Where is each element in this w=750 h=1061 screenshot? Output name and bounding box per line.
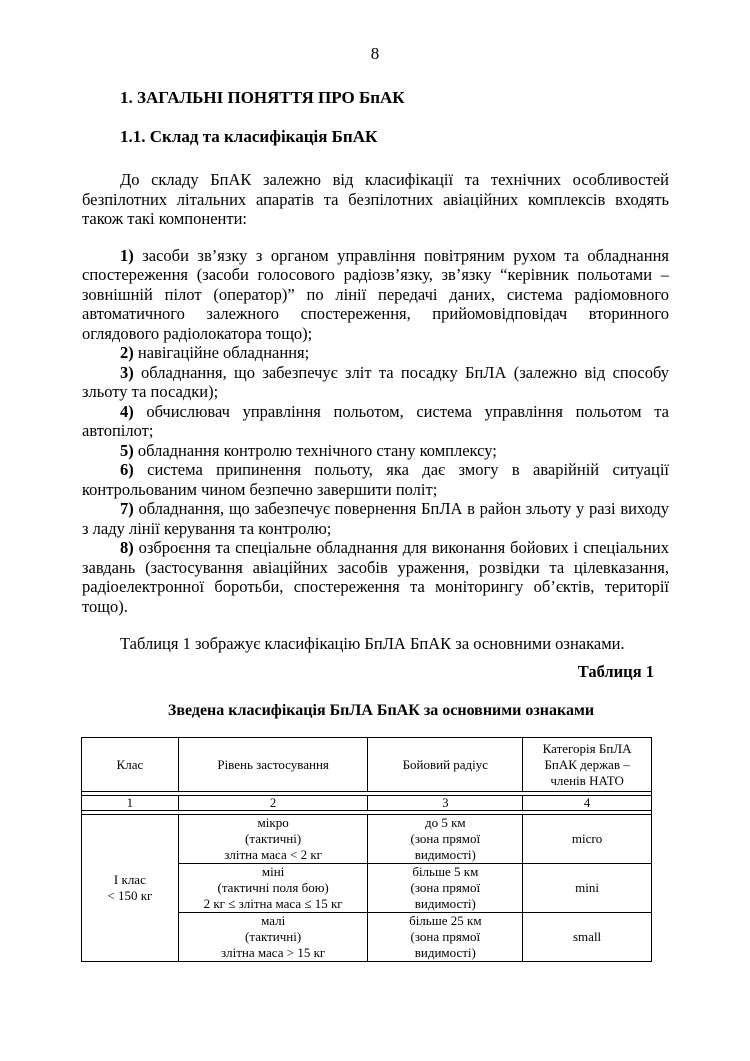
list-item: 1) засоби зв’язку з органом управління повітряним рухом та обладнання спостереження (засоби голосового радіозв’язку, зв’язку “керівник польотами – зовнішній пілот (оператор)” по лінії передачі даних, система радіомовного автоматичного залежного спостереження, прийомовідповідач вторинного оглядового радіолокатора тощо);: [82, 245, 669, 343]
column-number-cell: 3: [368, 796, 523, 811]
header-cell: Бойовий радіус: [368, 738, 523, 792]
category-cell: micro: [523, 815, 652, 864]
body-text: [82, 170, 669, 654]
level-cell: мікро (тактичні) злітна маса < 2 кг: [178, 815, 368, 864]
radius-cell: більше 5 км (зона прямої видимості): [368, 864, 523, 913]
list-item: 4) обчислювач управління польотом, система управління польотом та автопілот;: [82, 401, 669, 440]
header-cell: Рівень застосування: [178, 738, 368, 792]
header-cell: Клас: [82, 738, 179, 792]
column-number-cell: 1: [82, 796, 179, 811]
class-cell: І клас < 150 кг: [82, 815, 179, 962]
radius-cell: більше 25 км (зона прямої видимості): [368, 913, 523, 962]
category-cell: mini: [523, 864, 652, 913]
category-cell: small: [523, 913, 652, 962]
section-heading: 1. ЗАГАЛЬНІ ПОНЯТТЯ ПРО БпАК: [120, 88, 405, 107]
page-number: 8: [370, 44, 380, 63]
level-cell: міні (тактичні поля бою) 2 кг ≤ злітна маса ≤ 15 кг: [178, 864, 368, 913]
table-caption: Зведена класифікація БпЛА БпАК за основними ознаками: [167, 702, 595, 719]
intro-paragraph: До складу БпАК залежно від класифікації та технічних особливостей безпілотних літальних апаратів та безпілотних авіаційних комплексів входять також такі компоненти:: [82, 170, 669, 228]
list-item: 6) система припинення польоту, яка дає змогу в аварійній ситуації контрольованим чином безпечно завершити політ;: [82, 460, 669, 499]
header-cell: Категорія БпЛА БпАК держав – членів НАТО: [523, 738, 652, 792]
column-number-cell: 2: [178, 796, 368, 811]
list-item: 3) обладнання, що забезпечує зліт та посадку БпЛА (залежно від способу зльоту та посадки);: [82, 362, 669, 401]
table-row: [82, 815, 652, 864]
classification-table: [81, 737, 652, 962]
column-number-cell: 4: [523, 796, 652, 811]
table-label: Таблиця 1: [577, 662, 654, 681]
list-item: 2) навігаційне обладнання;: [120, 343, 310, 362]
list-item: 5) обладнання контролю технічного стану комплексу;: [120, 440, 497, 460]
radius-cell: до 5 км (зона прямої видимості): [368, 815, 523, 864]
table-reference-paragraph: Таблиця 1 зображує класифікацію БпЛА БпАК за основними ознаками.: [120, 634, 625, 653]
column-number-row: [82, 796, 652, 811]
subsection-heading: 1.1. Склад та класифікація БпАК: [120, 127, 378, 146]
level-cell: малі (тактичні) злітна маса > 15 кг: [178, 913, 368, 962]
list-item: 8) озброєння та спеціальне обладнання для виконання бойових і спеціальних завдань (застосування авіаційних засобів ураження, розвідки та цілевказання, радіоелектронної боротьби, спостереження та моніторингу об’єктів, території тощо).: [82, 538, 669, 616]
table-header-row: [82, 738, 652, 792]
list-item: 7) обладнання, що забезпечує повернення БпЛА в район зльоту у разі виходу з ладу лінії керування та контролю;: [82, 499, 669, 538]
